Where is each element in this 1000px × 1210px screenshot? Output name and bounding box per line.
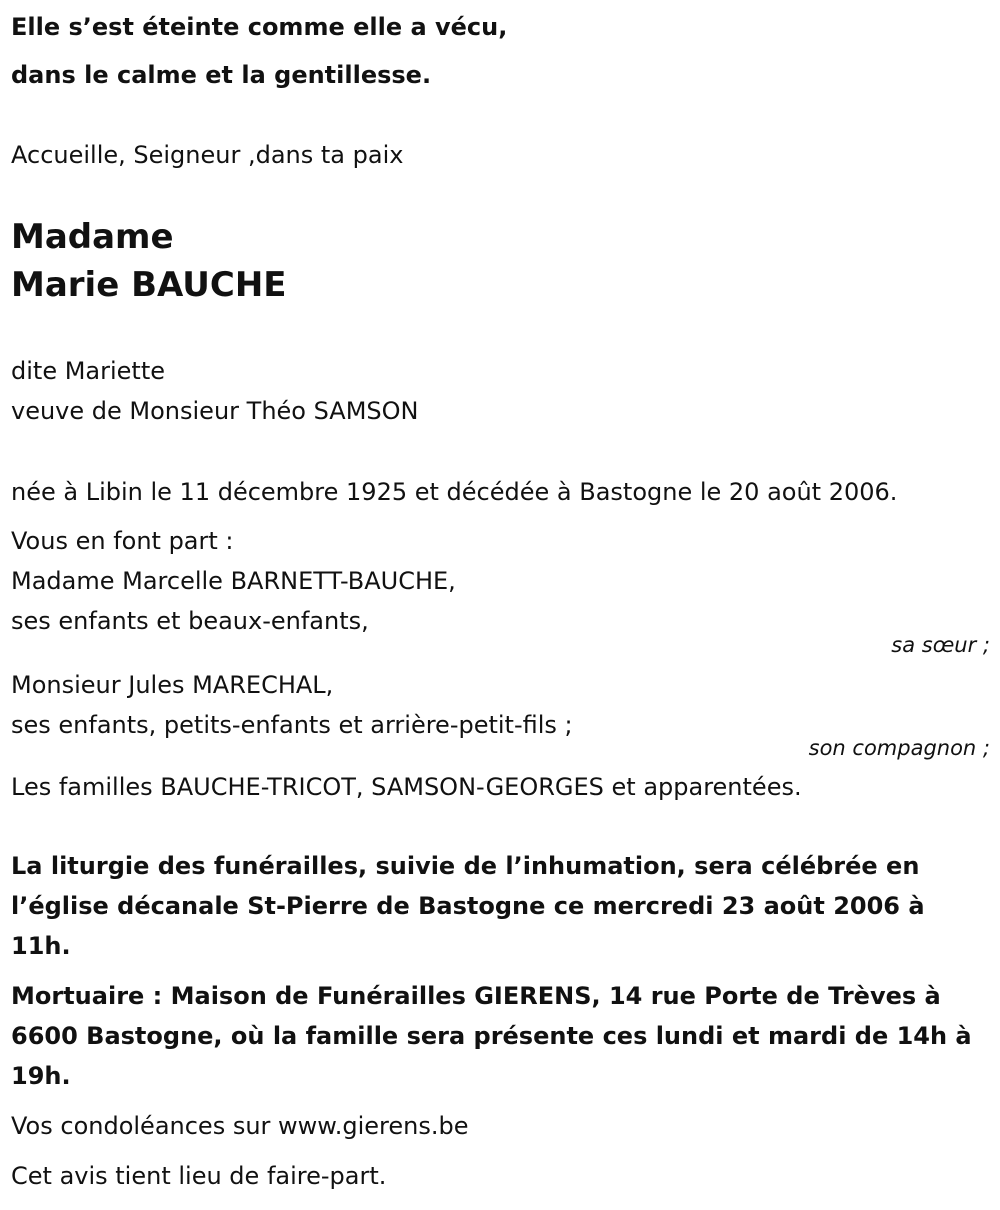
liturgy-paragraph: La liturgie des funérailles, suivie de l’inhumation, sera célébrée en l’église décanale St-Pierre de Bastogne ce mercredi 23 août 2006 à 11h.	[11, 852, 925, 960]
mortuary-paragraph: Mortuaire : Maison de Funérailles GIERENS, 14 rue Porte de Trèves à 6600 Bastogne, où la famille sera présente ces lundi et mardi de 14h à 19h.	[11, 982, 972, 1090]
companion-name: Monsieur Jules MARECHAL,	[11, 671, 334, 699]
epitaph-line-1: Elle s’est éteinte comme elle a vécu,	[11, 13, 508, 41]
epitaph-line-2: dans le calme et la gentillesse.	[11, 61, 432, 89]
deceased-nickname: dite Mariette	[11, 357, 166, 385]
sister-name: Madame Marcelle BARNETT-BAUCHE,	[11, 567, 456, 595]
notice-line: Cet avis tient lieu de faire-part.	[11, 1162, 387, 1190]
birth-death-line: née à Libin le 11 décembre 1925 et décédée à Bastogne le 20 août 2006.	[11, 478, 898, 506]
sister-children: ses enfants et beaux-enfants,	[11, 607, 369, 635]
deceased-title: Madame	[11, 217, 174, 257]
families-line: Les familles BAUCHE-TRICOT, SAMSON-GEORGES et apparentées.	[11, 773, 802, 801]
deceased-name: Marie BAUCHE	[11, 265, 287, 305]
sister-relation: sa sœur ;	[891, 633, 990, 657]
family-intro: Vous en font part :	[11, 527, 234, 555]
companion-relation: son compagnon ;	[808, 736, 990, 760]
companion-children: ses enfants, petits-enfants et arrière-petit-fils ;	[11, 711, 573, 739]
prayer-line: Accueille, Seigneur ,dans ta paix	[11, 141, 404, 169]
deceased-spouse: veuve de Monsieur Théo SAMSON	[11, 397, 419, 425]
condolences-line: Vos condoléances sur www.gierens.be	[11, 1112, 469, 1140]
